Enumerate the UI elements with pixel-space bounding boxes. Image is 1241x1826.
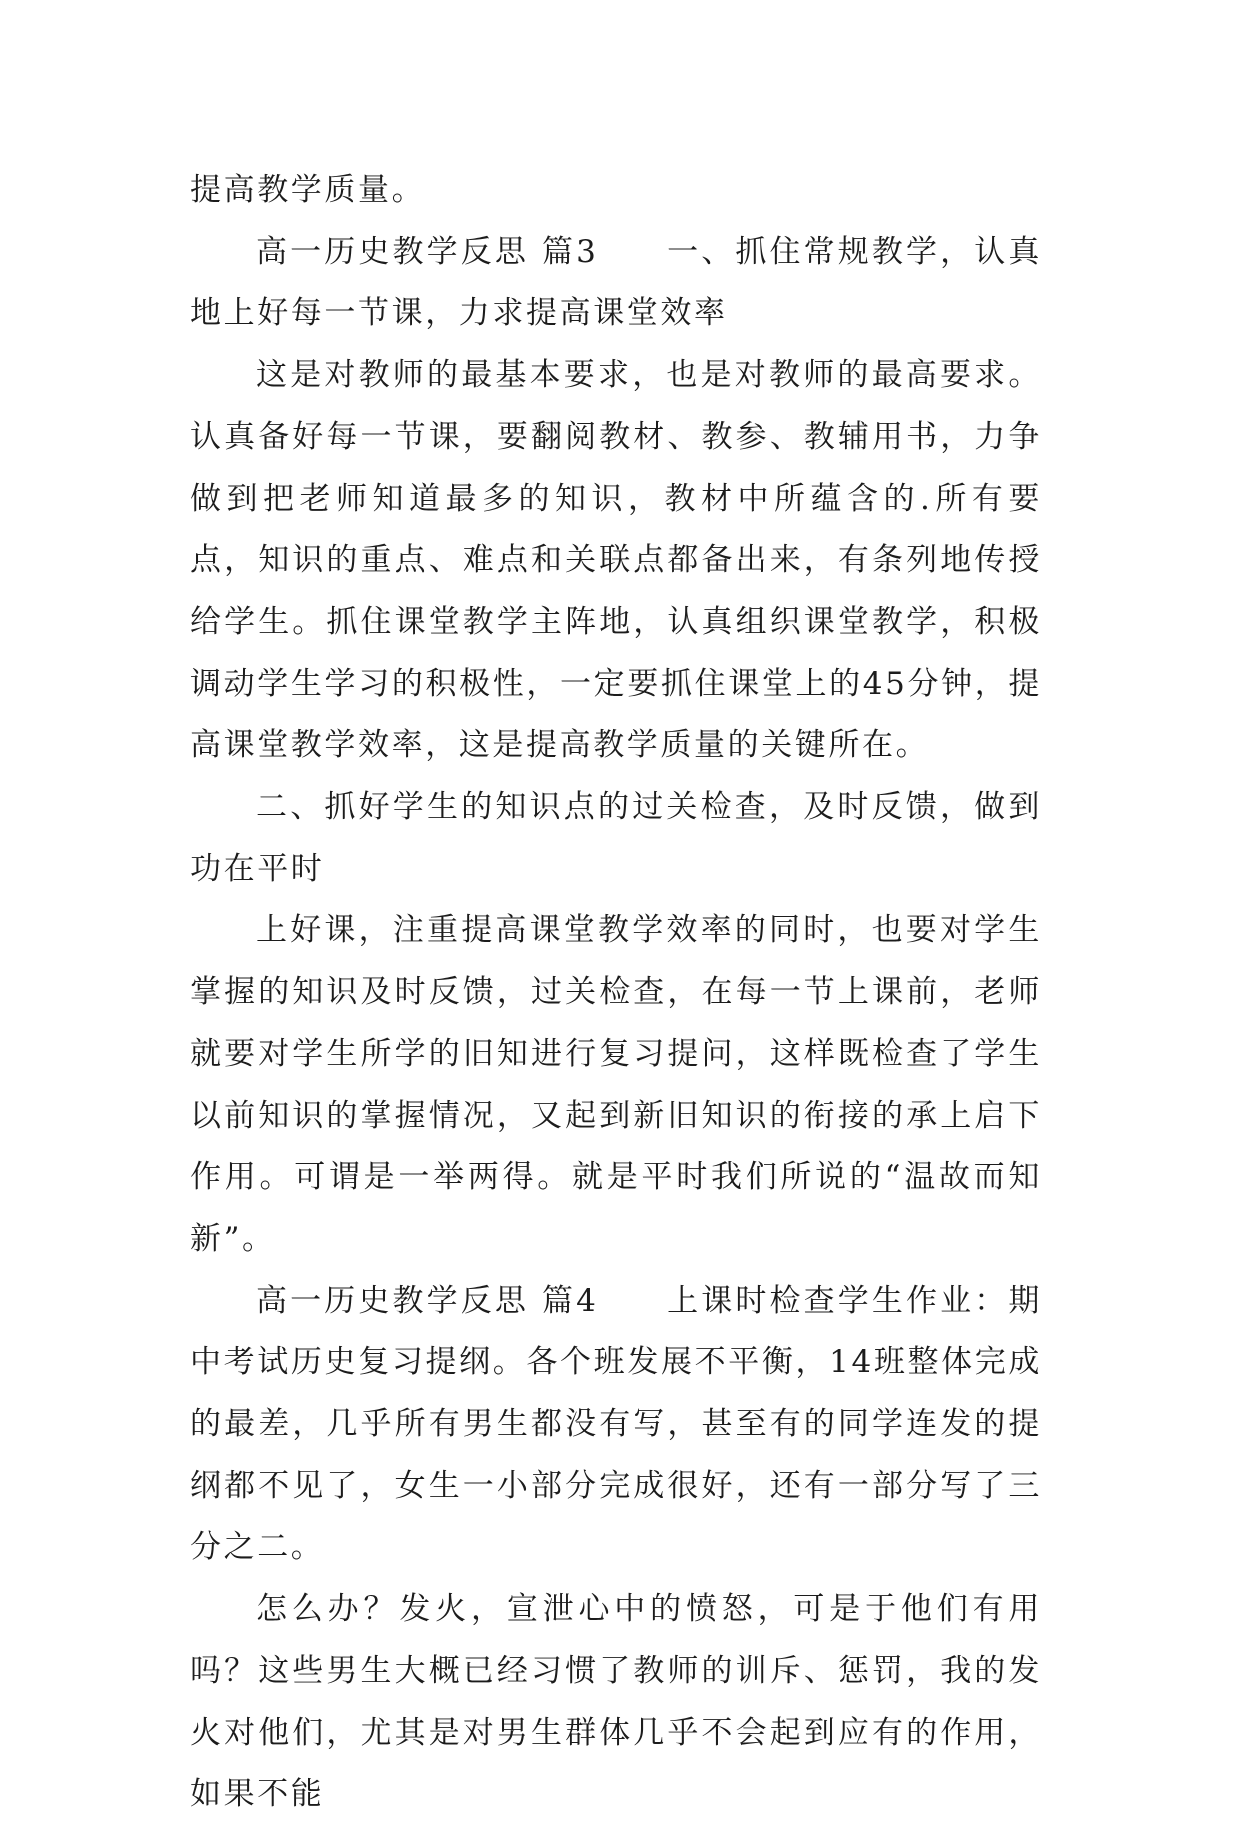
document-body bbox=[190, 160, 1042, 1826]
paragraph-5: 上好课，注重提高课堂教学效率的同时，也要对学生掌握的知识及时反馈，过关检查，在每一节上课前，老师就要对学生所学的旧知进行复习提问，这样既检查了学生以前知识的掌握情况，又起到新旧知识的衔接的承上启下作用。可谓是一举两得。就是平时我们所说的“温故而知新”。 bbox=[190, 912, 1042, 1257]
paragraph-7: 怎么办？发火，宣泄心中的愤怒，可是于他们有用吗？这些男生大概已经习惯了教师的训斥、惩罚，我的发火对他们，尤其是对男生群体几乎不会起到应有的作用，如果不能 bbox=[190, 1591, 1042, 1813]
paragraph-1: 提高教学质量。 bbox=[190, 172, 426, 208]
paragraph-4: 二、抓好学生的知识点的过关检查，及时反馈，做到功在平时 bbox=[190, 789, 1042, 887]
paragraph-6: 高一历史教学反思 篇4 上课时检查学生作业：期中考试历史复习提纲。各个班发展不平衡，14班整体完成的最差，几乎所有男生都没有写，甚至有的同学连发的提纲都不见了，女生一小部分完成很好，还有一部分写了三分之二。 bbox=[190, 1282, 1042, 1566]
paragraph-3: 这是对教师的最基本要求，也是对教师的最高要求。认真备好每一节课，要翻阅教材、教参、教辅用书，力争做到把老师知道最多的知识，教材中所蕴含的.所有要点，知识的重点、难点和关联点都备出来，有条列地传授给学生。抓住课堂教学主阵地，认真组织课堂教学，积极调动学生学习的积极性，一定要抓住课堂上的45分钟，提高课堂教学效率，这是提高教学质量的关键所在。 bbox=[190, 357, 1042, 764]
paragraph-2: 高一历史教学反思 篇3 一、抓住常规教学，认真地上好每一节课，力求提高课堂效率 bbox=[190, 233, 1042, 332]
